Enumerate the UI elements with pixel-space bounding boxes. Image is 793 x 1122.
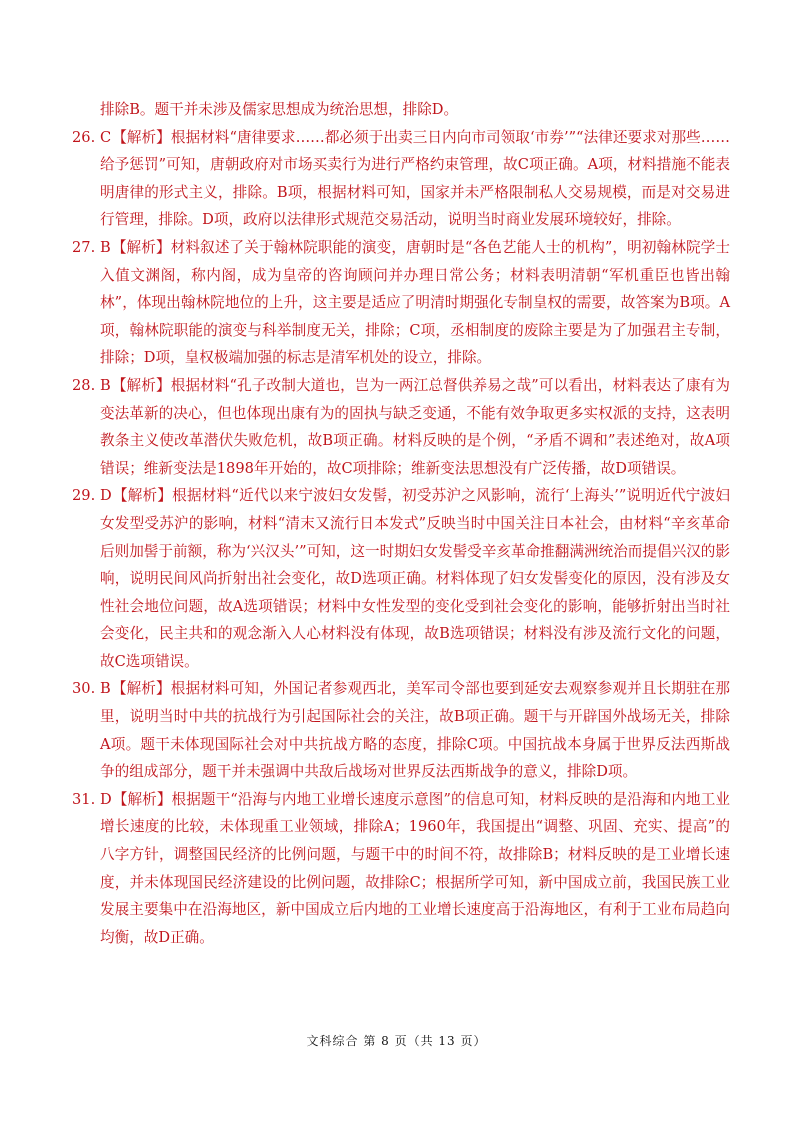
- answer-letter: B: [100, 238, 111, 256]
- analysis-tag: 【解析】: [111, 376, 171, 394]
- question-item: [72, 124, 730, 234]
- answer-letter: C: [100, 128, 112, 146]
- page-footer: 文科综合 第 8 页（共 13 页）: [306, 1034, 487, 1048]
- question-list: [72, 124, 730, 952]
- question-number: 31.: [72, 790, 96, 808]
- intro-paragraph: 排除B。题干并未涉及儒家思想成为统治思想，排除D。: [100, 101, 459, 118]
- answer-letter: B: [100, 680, 111, 698]
- question-item: [72, 234, 730, 372]
- answer-letter: D: [100, 790, 112, 808]
- analysis-text: 根据材料可知，外国记者参观西北，美军司令部也要到延安去观察参观并且长期驻在那里，说明当时中共的抗战行为引起国际社会的关注，故B项正确。题干与开辟国外战场无关，排除A项。题干未体现国际社会对中共抗战方略的态度，排除C项。中国抗战本身属于世界反法西斯战争的组成部分，题干并未强调中共敌后战场对世界反法西斯战争的意义，排除D项。: [100, 680, 730, 781]
- question-item: [72, 675, 730, 785]
- analysis-tag: 【解析】: [111, 680, 171, 698]
- analysis-tag: 【解析】: [112, 487, 173, 505]
- question-item: [72, 372, 730, 482]
- answer-letter: B: [100, 376, 111, 394]
- question-item: [72, 482, 730, 675]
- analysis-text: 根据材料“孔子改制大道也，岂为一两江总督供养易之哉”可以看出，材料表达了康有为变法革新的决心，但也体现出康有为的固执与缺乏变通，不能有效争取更多实权派的支持，这表明教条主义使改革潜伏失败危机，故B项正确。材料反映的是个例，“矛盾不调和”表述绝对，故A项错误；维新变法是1898年开始的，故C项排除；维新变法思想没有广泛传播，故D项错误。: [100, 376, 730, 477]
- analysis-text: 材料叙述了关于翰林院职能的演变，唐朝时是“各色艺能人士的机构”，明初翰林院学士入值文渊阁，称内阁，成为皇帝的咨询顾问并办理日常公务；材料表明清朝“军机重臣也皆出翰林”，体现出翰林院地位的上升，这主要是适应了明清时期强化专制皇权的需要，故答案为B项。A项，翰林院职能的演变与科举制度无关，排除；C项，丞相制度的废除主要是为了加强君主专制，排除；D项，皇权极端加强的标志是清军机处的设立，排除。: [100, 238, 730, 367]
- analysis-text: 根据题干“沿海与内地工业增长速度示意图”的信息可知，材料反映的是沿海和内地工业增长速度的比较，未体现重工业领域，排除A；1960年，我国提出“调整、巩固、充实、提高”的八字方针，调整国民经济的比例问题，与题干中的时间不符，故排除B；材料反映的是工业增长速度，并未体现国民经济建设的比例问题，故排除C；根据所学可知，新中国成立前，我国民族工业发展主要集中在沿海地区，新中国成立后内地的工业增长速度高于沿海地区，有利于工业布局趋向均衡，故D正确。: [100, 790, 730, 946]
- question-number: 28.: [72, 376, 96, 394]
- answer-analysis-content: [72, 96, 730, 951]
- analysis-text: 根据材料“唐律要求……都必须于出卖三日内向市司领取‘市券’”“法律还要求对那些……给予惩罚”可知，唐朝政府对市场买卖行为进行严格约束管理，故C项正确。A项，材料措施不能表明唐律的形式主义，排除。B项，根据材料可知，国家并未严格限制私人交易规模，而是对交易进行管理，排除。D项，政府以法律形式规范交易活动，说明当时商业发展环境较好，排除。: [100, 128, 730, 229]
- question-number: 27.: [72, 238, 96, 256]
- answer-letter: D: [100, 487, 112, 505]
- question-number: 29.: [72, 487, 96, 505]
- analysis-text: 根据材料“近代以来宁波妇女发髻，初受苏沪之风影响，流行‘上海头’”说明近代宁波妇女发型受苏沪的影响，材料“清末又流行日本发式”反映当时中国关注日本社会，由材料“辛亥革命后则加髻于前额，称为‘兴汉头’”可知，这一时期妇女发髻受辛亥革命推翻满洲统治而提倡兴汉的影响，说明民间风尚折射出社会变化，故D选项正确。材料体现了妇女发髻变化的原因，没有涉及女性社会地位问题，故A选项错误；材料中女性发型的变化受到社会变化的影响，能够折射出当时社会变化，民主共和的观念渐入人心材料没有体现，故B选项错误；材料没有涉及流行文化的问题，故C选项错误。: [100, 487, 730, 670]
- question-number: 30.: [72, 680, 96, 698]
- analysis-tag: 【解析】: [112, 128, 171, 146]
- question-item: [72, 786, 730, 952]
- analysis-tag: 【解析】: [111, 238, 171, 256]
- analysis-tag: 【解析】: [112, 790, 172, 808]
- question-number: 26.: [72, 128, 96, 146]
